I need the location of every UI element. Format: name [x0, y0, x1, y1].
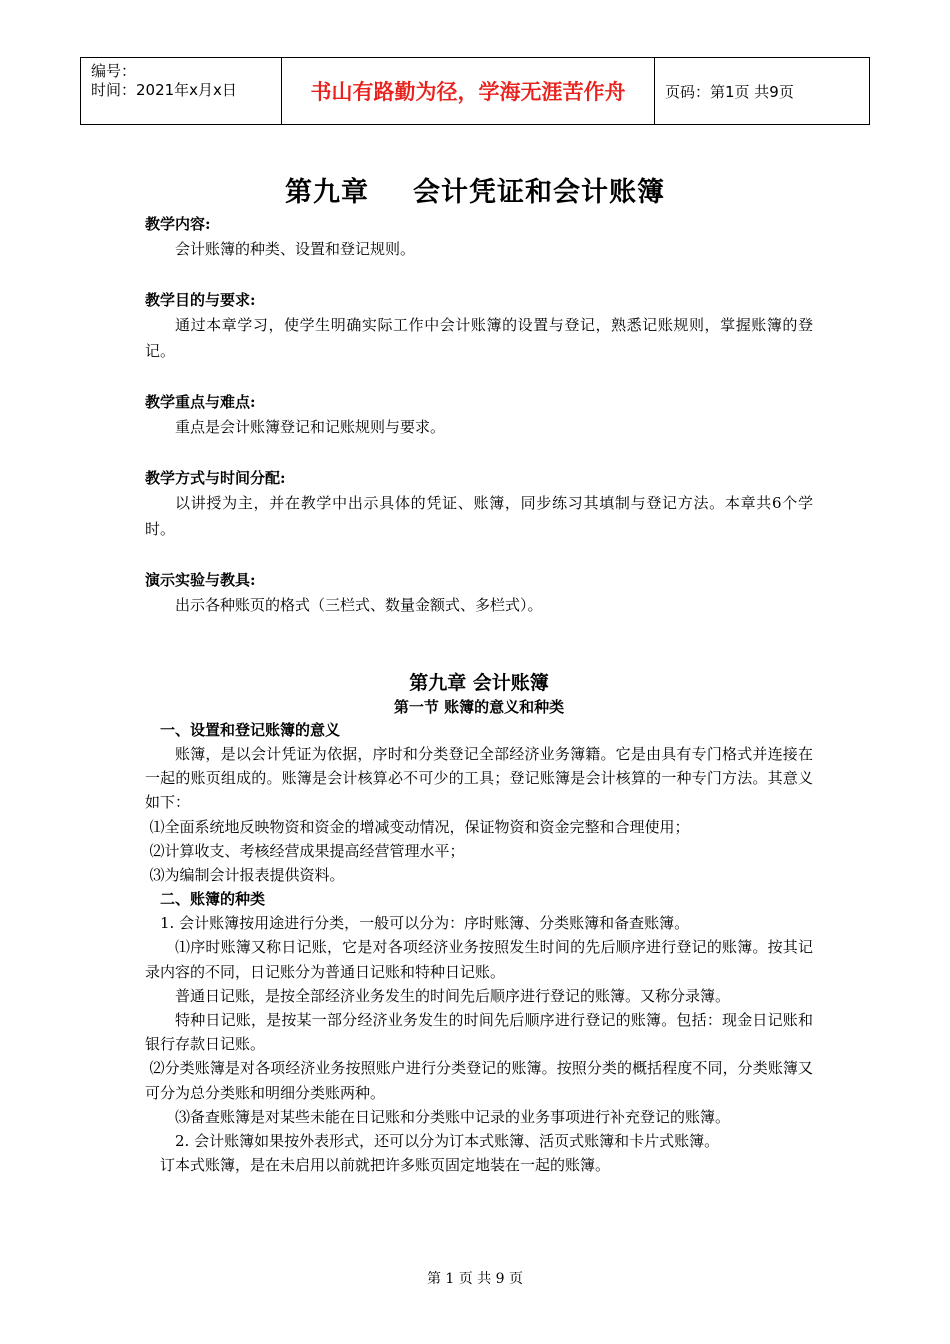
section-heading: 教学重点与难点:: [145, 393, 256, 411]
subsection-heading-meaning: 一、设置和登记账簿的意义: [160, 721, 341, 739]
page-title: [0, 170, 950, 209]
paragraph: 1. 会计账簿按用途进行分类，一般可以分为：序时账簿、分类账簿和备查账簿。: [160, 914, 690, 933]
section-text: 以讲授为主，并在教学中出示具体的凭证、账簿，同步练习其填制与登记方法。本章共6个学时。: [145, 494, 813, 538]
paragraph: ⑶备查账簿是对某些未能在日记账和分类账中记录的业务事项进行补充登记的账簿。: [175, 1107, 731, 1126]
section-text: 通过本章学习，使学生明确实际工作中会计账簿的设置与登记，熟悉记账规则，掌握账簿的登记。: [145, 316, 813, 360]
section-text: 出示各种账页的格式（三栏式、数量金额式、多栏式）。: [175, 596, 543, 614]
section-teaching-content: [145, 212, 813, 262]
paragraph: 订本式账簿，是在未启用以前就把许多账页固定地装在一起的账簿。: [160, 1156, 611, 1175]
section-teaching-method: [145, 466, 813, 542]
section-text: 重点是会计账簿登记和记账规则与要求。: [175, 418, 446, 436]
section-heading: 教学方式与时间分配:: [145, 469, 286, 487]
header-meta-cell: [81, 58, 282, 124]
list-item: ⑴全面系统地反映物资和资金的增减变动情况，保证物资和资金完整和合理使用；: [149, 817, 690, 836]
subsection-heading-types: 二、账簿的种类: [160, 890, 266, 909]
section-text: 会计账簿的种类、设置和登记规则。: [175, 240, 416, 258]
section-heading-first: 第一节 账簿的意义和种类: [393, 698, 565, 716]
section-teaching-goals: [145, 288, 813, 364]
page-footer: 第 1 页 共 9 页: [426, 1271, 524, 1287]
chapter-heading: 第九章 会计账簿: [409, 672, 549, 694]
section-heading: 演示实验与教具:: [145, 571, 256, 589]
section-heading: 教学目的与要求:: [145, 291, 256, 309]
section-heading: 教学内容:: [145, 215, 211, 233]
title-name: 会计凭证和会计账簿: [413, 177, 665, 208]
document-number-label: 编号：: [91, 62, 137, 80]
list-item: ⑶为编制会计报表提供资料。: [149, 866, 345, 885]
section-key-points: [145, 390, 813, 440]
list-item: ⑵计算收支、考核经营成果提高经营管理水平；: [149, 841, 465, 860]
paragraph: 账簿，是以会计凭证为依据，序时和分类登记全部经济业务簿籍。它是由具有专门格式并连接在一起的账页组成的。账簿是会计核算必不可少的工具；登记账簿是会计核算的一种专门方法。其意义如下：: [145, 745, 813, 812]
section-demo-tools: [145, 568, 813, 618]
document-body: [145, 212, 813, 1177]
paragraph: ⑵分类账簿是对各项经济业务按照账户进行分类登记的账簿。按照分类的概括程度不同，分类账簿又可分为总分类账和明细分类账两种。: [145, 1059, 813, 1102]
header-table: [80, 57, 870, 125]
header-page-info: 页码：第1页 共9页: [665, 82, 794, 101]
document-time-label: 时间：2021年x月x日: [91, 81, 237, 99]
title-chapter: 第九章: [285, 177, 369, 208]
paragraph: 2. 会计账簿如果按外表形式，还可以分为订本式账簿、活页式账簿和卡片式账簿。: [175, 1132, 720, 1151]
paragraph: 普通日记账，是按全部经济业务发生的时间先后顺序进行登记的账簿。又称分录簿。: [175, 986, 731, 1005]
paragraph: ⑴序时账簿又称日记账，它是对各项经济业务按照发生时间的先后顺序进行登记的账簿。按其记录内容的不同，日记账分为普通日记账和特种日记账。: [145, 938, 813, 981]
header-motto: 书山有路勤为径，学海无涯苦作舟: [282, 58, 655, 124]
paragraph: 特种日记账，是按某一部分经济业务发生的时间先后顺序进行登记的账簿。包括：现金日记账和银行存款日记账。: [145, 1011, 813, 1054]
